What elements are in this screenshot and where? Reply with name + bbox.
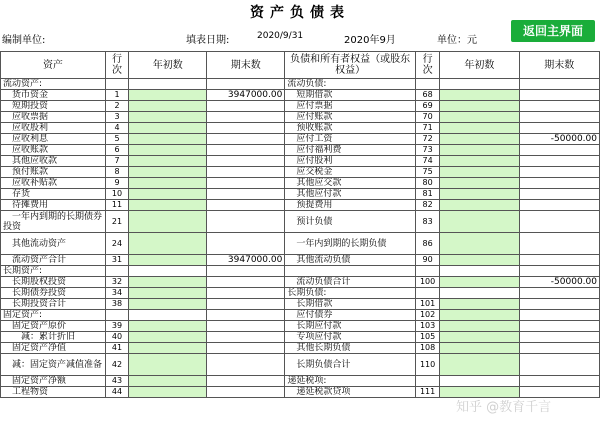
right-line-no: 80 [415, 178, 439, 189]
right-line-no: 74 [415, 156, 439, 167]
right-end-input[interactable] [519, 255, 599, 266]
date-value: 2020/9/31 [257, 31, 304, 41]
right-line-no: 81 [415, 189, 439, 200]
right-item-name: 预计负债 [285, 211, 416, 233]
right-begin-input[interactable] [440, 376, 519, 387]
right-end-input[interactable] [519, 90, 599, 101]
right-line-no: 90 [415, 255, 439, 266]
right-begin-input[interactable] [440, 123, 519, 134]
right-line-no: 72 [415, 134, 439, 145]
left-begin-input[interactable] [129, 387, 207, 398]
left-begin-input[interactable] [129, 112, 207, 123]
left-end-input[interactable] [207, 178, 285, 189]
right-line-no: 110 [415, 354, 439, 376]
right-end-input[interactable] [519, 299, 599, 310]
right-line-no: 83 [415, 211, 439, 233]
left-end-input[interactable] [207, 332, 285, 343]
left-line-no: 9 [105, 178, 128, 189]
left-end-input[interactable] [207, 145, 285, 156]
left-item-name: 固定资产净额 [1, 376, 106, 387]
left-end-input[interactable] [207, 112, 285, 123]
right-begin-input[interactable] [440, 145, 519, 156]
left-begin-input[interactable] [129, 277, 207, 288]
left-line-no: 44 [105, 387, 128, 398]
left-end-input[interactable] [207, 101, 285, 112]
right-begin-input[interactable] [440, 79, 519, 90]
left-begin-input[interactable] [129, 90, 207, 101]
table-row [1, 134, 600, 145]
right-item-name: 长期负债合计 [285, 354, 416, 376]
left-end-input[interactable] [207, 343, 285, 354]
left-end-input[interactable] [207, 354, 285, 376]
left-begin-input[interactable] [129, 233, 207, 255]
left-item-name: 货币资金 [1, 90, 106, 101]
right-end-input[interactable] [519, 233, 599, 255]
right-end-input[interactable] [519, 178, 599, 189]
right-item-name: 流动负债: [285, 79, 416, 90]
right-item-name: 应交税金 [285, 167, 416, 178]
left-item-name: 流动资产: [1, 79, 106, 90]
left-begin-input[interactable] [129, 266, 207, 277]
right-line-no: 108 [415, 343, 439, 354]
right-item-name: 应付工资 [285, 134, 416, 145]
left-item-name: 减：累计折旧 [1, 332, 106, 343]
left-begin-input[interactable] [129, 167, 207, 178]
left-line-no: 40 [105, 332, 128, 343]
left-line-no: 32 [105, 277, 128, 288]
left-line-no: 43 [105, 376, 128, 387]
left-end-input[interactable]: 3947000.00 [207, 255, 285, 266]
right-end-input[interactable] [519, 101, 599, 112]
right-end-input[interactable] [519, 354, 599, 376]
table-row [1, 310, 600, 321]
right-end-input[interactable] [519, 112, 599, 123]
table-row [1, 167, 600, 178]
right-begin-input[interactable] [440, 178, 519, 189]
right-line-no: 102 [415, 310, 439, 321]
header-liabilities: 负债和所有者权益（或股东权益） [285, 52, 416, 79]
table-row [1, 112, 600, 123]
right-item-name: 长期应付款 [285, 321, 416, 332]
left-item-name: 工程物资 [1, 387, 106, 398]
table-row [1, 299, 600, 310]
right-begin-input[interactable] [440, 189, 519, 200]
right-line-no: 71 [415, 123, 439, 134]
table-row [1, 255, 600, 266]
left-end-input[interactable] [207, 134, 285, 145]
right-item-name: 流动负债合计 [285, 277, 416, 288]
left-item-name: 应收账款 [1, 145, 106, 156]
right-item-name [285, 266, 416, 277]
right-end-input[interactable] [519, 167, 599, 178]
page-title: 资产负债表 [250, 5, 350, 21]
right-item-name: 短期借款 [285, 90, 416, 101]
watermark-text: 知乎 @教育千言 [456, 400, 552, 415]
left-line-no [105, 310, 128, 321]
left-end-input[interactable] [207, 167, 285, 178]
right-item-name: 递延税款贷项 [285, 387, 416, 398]
left-line-no: 38 [105, 299, 128, 310]
left-end-input[interactable] [207, 376, 285, 387]
table-row [1, 288, 600, 299]
right-end-input[interactable] [519, 332, 599, 343]
left-item-name: 预付账款 [1, 167, 106, 178]
left-begin-input[interactable] [129, 156, 207, 167]
right-line-no [415, 376, 439, 387]
left-line-no: 34 [105, 288, 128, 299]
table-row [1, 178, 600, 189]
left-item-name: 固定资产净值 [1, 343, 106, 354]
left-begin-input[interactable] [129, 189, 207, 200]
right-item-name: 预收账款 [285, 123, 416, 134]
table-row [1, 189, 600, 200]
right-begin-input[interactable] [440, 288, 519, 299]
back-to-main-button[interactable]: 返回主界面 [511, 20, 595, 42]
right-line-no: 75 [415, 167, 439, 178]
balance-sheet-table [0, 51, 600, 398]
right-line-no [415, 79, 439, 90]
left-begin-input[interactable] [129, 299, 207, 310]
right-line-no [415, 266, 439, 277]
table-row [1, 266, 600, 277]
left-item-name: 短期投资 [1, 101, 106, 112]
table-row [1, 376, 600, 387]
right-item-name: 应付股利 [285, 156, 416, 167]
table-row [1, 200, 600, 211]
left-end-input[interactable] [207, 266, 285, 277]
left-line-no: 31 [105, 255, 128, 266]
left-line-no: 6 [105, 145, 128, 156]
left-begin-input[interactable] [129, 376, 207, 387]
left-item-name: 应收利息 [1, 134, 106, 145]
table-row [1, 90, 600, 101]
left-begin-input[interactable] [129, 310, 207, 321]
right-begin-input[interactable] [440, 266, 519, 277]
right-item-name: 一年内到期的长期负债 [285, 233, 416, 255]
left-end-input[interactable] [207, 156, 285, 167]
table-row [1, 211, 600, 233]
left-item-name: 长期投资合计 [1, 299, 106, 310]
header-end: 期末数 [207, 52, 285, 79]
left-end-input[interactable] [207, 233, 285, 255]
right-item-name: 长期借款 [285, 299, 416, 310]
right-begin-input[interactable] [440, 321, 519, 332]
left-end-input[interactable] [207, 79, 285, 90]
header-line-no-2: 行次 [415, 52, 439, 79]
left-begin-input[interactable] [129, 145, 207, 156]
right-end-input[interactable]: -50000.00 [519, 134, 599, 145]
left-line-no: 24 [105, 233, 128, 255]
left-line-no: 7 [105, 156, 128, 167]
right-begin-input[interactable] [440, 277, 519, 288]
left-begin-input[interactable] [129, 288, 207, 299]
right-begin-input[interactable] [440, 343, 519, 354]
table-row [1, 79, 600, 90]
right-begin-input[interactable] [440, 354, 519, 376]
right-item-name: 递延税项: [285, 376, 416, 387]
left-item-name: 固定资产原价 [1, 321, 106, 332]
right-line-no: 105 [415, 332, 439, 343]
right-begin-input[interactable] [440, 112, 519, 123]
right-begin-input[interactable] [440, 200, 519, 211]
left-end-input[interactable] [207, 299, 285, 310]
left-line-no: 11 [105, 200, 128, 211]
right-item-name: 其他流动负债 [285, 255, 416, 266]
period-value: 2020年9月 [344, 35, 396, 46]
left-item-name: 其他应收款 [1, 156, 106, 167]
right-item-name: 应付票据 [285, 101, 416, 112]
left-line-no: 2 [105, 101, 128, 112]
right-end-input[interactable]: -50000.00 [519, 277, 599, 288]
right-begin-input[interactable] [440, 167, 519, 178]
left-begin-input[interactable] [129, 343, 207, 354]
right-line-no: 82 [415, 200, 439, 211]
right-line-no: 111 [415, 387, 439, 398]
left-begin-input[interactable] [129, 321, 207, 332]
right-line-no: 86 [415, 233, 439, 255]
right-end-input[interactable] [519, 343, 599, 354]
right-begin-input[interactable] [440, 332, 519, 343]
left-line-no: 39 [105, 321, 128, 332]
header-line-no: 行次 [105, 52, 128, 79]
currency-unit: 单位：元 [437, 35, 477, 46]
left-item-name: 长期债券投资 [1, 288, 106, 299]
left-line-no [105, 79, 128, 90]
unit-label: 编制单位: [2, 35, 46, 46]
left-end-input[interactable] [207, 387, 285, 398]
header-begin-2: 年初数 [440, 52, 519, 79]
right-line-no: 103 [415, 321, 439, 332]
left-end-input[interactable] [207, 277, 285, 288]
left-begin-input[interactable] [129, 332, 207, 343]
right-line-no: 68 [415, 90, 439, 101]
header-end-2: 期末数 [519, 52, 599, 79]
left-item-name: 应收票据 [1, 112, 106, 123]
right-end-input[interactable] [519, 376, 599, 387]
left-item-name: 一年内到期的长期债券投资 [1, 211, 106, 233]
left-item-name: 长期股权投资 [1, 277, 106, 288]
left-end-input[interactable] [207, 321, 285, 332]
right-begin-input[interactable] [440, 156, 519, 167]
left-line-no: 3 [105, 112, 128, 123]
left-item-name: 流动资产合计 [1, 255, 106, 266]
right-item-name: 预提费用 [285, 200, 416, 211]
right-end-input[interactable] [519, 79, 599, 90]
left-begin-input[interactable] [129, 101, 207, 112]
right-end-input[interactable] [519, 288, 599, 299]
left-item-name: 应收补贴款 [1, 178, 106, 189]
left-begin-input[interactable] [129, 211, 207, 233]
right-begin-input[interactable] [440, 255, 519, 266]
right-end-input[interactable] [519, 211, 599, 233]
left-end-input[interactable] [207, 123, 285, 134]
right-item-name: 其他长期负债 [285, 343, 416, 354]
right-end-input[interactable] [519, 266, 599, 277]
header-assets: 资产 [1, 52, 106, 79]
left-item-name: 存货 [1, 189, 106, 200]
right-item-name: 其他应付款 [285, 189, 416, 200]
right-item-name: 其他应交款 [285, 178, 416, 189]
table-row [1, 354, 600, 376]
right-item-name: 专项应付款 [285, 332, 416, 343]
right-end-input[interactable] [519, 156, 599, 167]
left-end-input[interactable] [207, 310, 285, 321]
left-item-name: 待摊费用 [1, 200, 106, 211]
left-end-input[interactable] [207, 189, 285, 200]
right-end-input[interactable] [519, 200, 599, 211]
left-line-no: 42 [105, 354, 128, 376]
table-row [1, 343, 600, 354]
right-end-input[interactable] [519, 189, 599, 200]
left-begin-input[interactable] [129, 178, 207, 189]
left-line-no: 5 [105, 134, 128, 145]
left-line-no: 4 [105, 123, 128, 134]
table-row [1, 145, 600, 156]
right-line-no: 69 [415, 101, 439, 112]
right-begin-input[interactable] [440, 233, 519, 255]
table-header-row [1, 52, 600, 79]
right-begin-input[interactable] [440, 310, 519, 321]
right-line-no: 101 [415, 299, 439, 310]
right-line-no [415, 288, 439, 299]
left-line-no [105, 266, 128, 277]
right-begin-input[interactable] [440, 299, 519, 310]
table-row [1, 123, 600, 134]
right-begin-input[interactable] [440, 134, 519, 145]
right-begin-input[interactable] [440, 211, 519, 233]
right-end-input[interactable] [519, 321, 599, 332]
table-row [1, 332, 600, 343]
table-row [1, 321, 600, 332]
left-begin-input[interactable] [129, 134, 207, 145]
table-row [1, 101, 600, 112]
date-label: 填表日期: [186, 35, 230, 46]
left-item-name: 减：固定资产减值准备 [1, 354, 106, 376]
right-end-input[interactable] [519, 310, 599, 321]
left-line-no: 10 [105, 189, 128, 200]
right-item-name: 长期负债: [285, 288, 416, 299]
right-end-input[interactable] [519, 145, 599, 156]
left-line-no: 8 [105, 167, 128, 178]
right-begin-input[interactable] [440, 90, 519, 101]
left-begin-input[interactable] [129, 200, 207, 211]
right-line-no: 100 [415, 277, 439, 288]
table-row [1, 156, 600, 167]
left-line-no: 21 [105, 211, 128, 233]
right-end-input[interactable] [519, 123, 599, 134]
left-item-name: 其他流动资产 [1, 233, 106, 255]
left-item-name: 固定资产: [1, 310, 106, 321]
header-begin: 年初数 [129, 52, 207, 79]
right-item-name: 应付债券 [285, 310, 416, 321]
left-begin-input[interactable] [129, 123, 207, 134]
left-item-name: 应收股利 [1, 123, 106, 134]
left-begin-input[interactable] [129, 354, 207, 376]
left-end-input[interactable] [207, 288, 285, 299]
table-row [1, 233, 600, 255]
right-line-no: 70 [415, 112, 439, 123]
left-item-name: 长期资产: [1, 266, 106, 277]
left-line-no: 41 [105, 343, 128, 354]
left-end-input[interactable] [207, 200, 285, 211]
left-begin-input[interactable] [129, 255, 207, 266]
right-line-no: 73 [415, 145, 439, 156]
left-end-input[interactable] [207, 211, 285, 233]
left-end-input[interactable]: 3947000.00 [207, 90, 285, 101]
left-begin-input[interactable] [129, 79, 207, 90]
right-item-name: 应付福利费 [285, 145, 416, 156]
left-line-no: 1 [105, 90, 128, 101]
right-begin-input[interactable] [440, 101, 519, 112]
right-item-name: 应付账款 [285, 112, 416, 123]
table-row [1, 277, 600, 288]
